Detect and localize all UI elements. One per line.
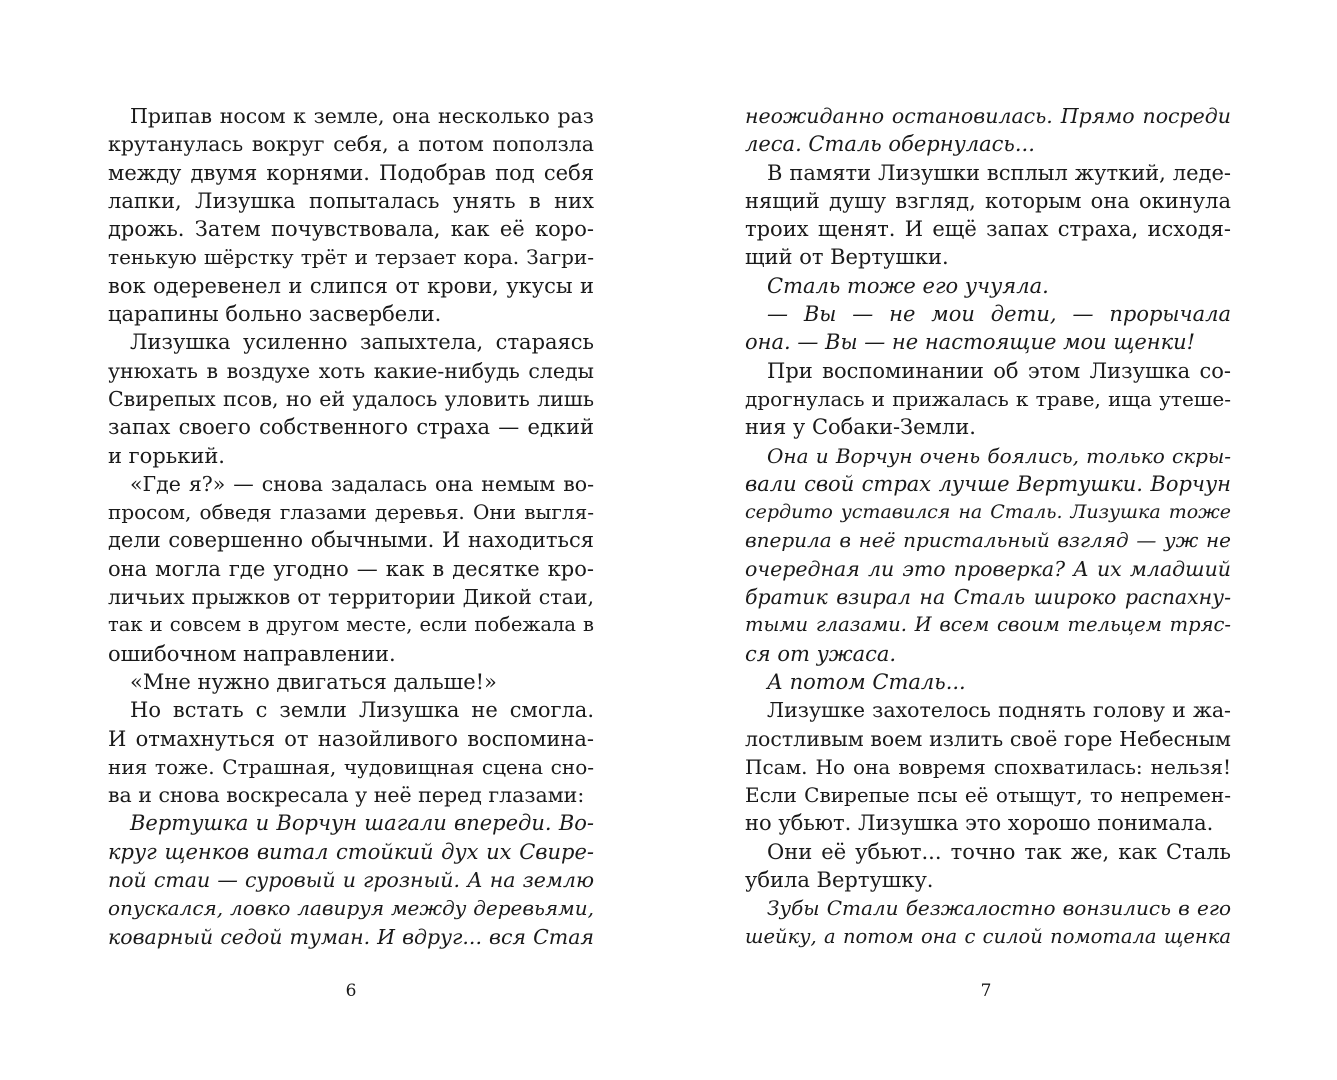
text-line: тыми глазами. И всем своим тельцем тряс- bbox=[745, 613, 1231, 637]
text-line: запах своего собственного страха — едкий bbox=[108, 415, 594, 440]
text-line: сердито уставился на Сталь. Лизушка тоже bbox=[745, 501, 1231, 524]
text-line: личьих прыжков от территории Дикой стаи, bbox=[108, 585, 594, 610]
text-line: она могла где угодно — как в десятке кро- bbox=[108, 556, 594, 581]
text-line: вперила в неё пристальный взгляд — уж не bbox=[745, 528, 1231, 553]
text-line: шейку, а потом она с силой помотала щенка bbox=[745, 924, 1231, 948]
text-line: так и совсем в другом месте, если побежала в bbox=[108, 613, 594, 637]
text-line: Свирепых псов, но ей удалось уловить лишь bbox=[108, 386, 594, 411]
text-line: вали свой страх лучше Вертушки. Ворчун bbox=[745, 471, 1231, 496]
text-line: Лизушка усиленно запыхтела, стараясь bbox=[130, 330, 594, 355]
text-line: и горький. bbox=[108, 443, 225, 468]
text-line: Если Свирепые псы её отыщут, то непремен- bbox=[745, 783, 1231, 808]
text-line: «Где я?» — снова задалась она немым во- bbox=[130, 471, 594, 496]
text-line: Зубы Стали безжалостно вонзились в его bbox=[767, 896, 1231, 921]
text-line: лапки, Лизушка попыталась унять в них bbox=[108, 188, 594, 213]
text-line: между двумя корнями. Подобрав под себя bbox=[108, 160, 594, 185]
text-line: коварный седой туман. И вдруг... вся Стая bbox=[108, 924, 594, 949]
text-line: просом, обведя глазами деревья. Они выгля- bbox=[108, 500, 594, 525]
text-line: опускался, ловко лавируя между деревьями, bbox=[108, 896, 594, 921]
left-page bbox=[108, 102, 594, 951]
right-page bbox=[745, 102, 1231, 951]
text-line: унюхать в воздухе хоть какие-нибудь следы bbox=[108, 358, 594, 383]
text-line: круг щенков витал стойкий дух их Свире- bbox=[108, 839, 594, 864]
text-line: Они её убьют... точно так же, как Сталь bbox=[767, 839, 1231, 864]
text-line: дрожь. Затем почувствовала, как её коро- bbox=[108, 217, 594, 242]
text-line: — Вы — не мои дети, — прорычала bbox=[767, 302, 1231, 327]
text-line: Припав носом к земле, она несколько раз bbox=[130, 104, 594, 128]
text-line: убила Вертушку. bbox=[745, 868, 934, 893]
text-line: ошибочном направлении. bbox=[108, 641, 396, 666]
text-line: А потом Сталь... bbox=[767, 669, 966, 694]
text-line: но убьют. Лизушка это хорошо понимала. bbox=[745, 811, 1214, 836]
text-line: царапины больно засвербели. bbox=[108, 302, 442, 327]
text-line: она. — Вы — не настоящие мои щенки! bbox=[745, 330, 1196, 355]
text-line: троих щенят. И ещё запах страха, исходя- bbox=[745, 217, 1231, 242]
text-line: Она и Ворчун очень боялись, только скры- bbox=[767, 443, 1231, 468]
text-line: щий от Вертушки. bbox=[745, 245, 949, 270]
text-line: В памяти Лизушки всплыл жуткий, леде- bbox=[767, 160, 1231, 185]
text-line: леса. Сталь обернулась... bbox=[745, 132, 1035, 157]
text-line: дели совершенно обычными. И находиться bbox=[108, 528, 594, 553]
text-line: При воспоминании об этом Лизушка со- bbox=[767, 358, 1231, 383]
page-number-left: 6 bbox=[345, 981, 357, 1001]
text-line: нящий душу взгляд, которым она окинула bbox=[745, 188, 1231, 213]
text-line: «Мне нужно двигаться дальше!» bbox=[130, 669, 497, 694]
text-line: ния у Собаки-Земли. bbox=[745, 415, 976, 440]
page-number-right: 7 bbox=[980, 981, 992, 1001]
text-line: очередная ли это проверка? А их младший bbox=[745, 556, 1231, 581]
text-line: ся от ужаса. bbox=[745, 641, 897, 666]
text-line: Псам. Но она вовремя спохватилась: нельзя! bbox=[745, 754, 1231, 779]
text-line: лостливым воем излить своё горе Небесным bbox=[745, 726, 1231, 751]
text-line: тенькую шёрстку трёт и терзает кора. Загри- bbox=[108, 245, 594, 270]
text-line: ва и снова воскресала у неё перед глазами: bbox=[108, 783, 585, 808]
text-line: неожиданно остановилась. Прямо посреди bbox=[745, 104, 1231, 128]
text-line: пой стаи — суровый и грозный. А на землю bbox=[108, 868, 594, 893]
text-line: вок одеревенел и слипся от крови, укусы и bbox=[108, 273, 594, 298]
text-line: ния тоже. Страшная, чудовищная сцена сно- bbox=[108, 754, 594, 779]
text-line: Но встать с земли Лизушка не смогла. bbox=[130, 698, 594, 723]
text-line: крутанулась вокруг себя, а потом поползла bbox=[108, 132, 594, 157]
text-line: Вертушка и Ворчун шагали впереди. Во- bbox=[130, 811, 594, 836]
text-line: братик взирал на Сталь широко распахну- bbox=[745, 585, 1231, 610]
text-line: Лизушке захотелось поднять голову и жа- bbox=[767, 698, 1231, 723]
text-line: Сталь тоже его учуяла. bbox=[767, 273, 1049, 298]
text-line: И отмахнуться от назойливого воспомина- bbox=[108, 726, 594, 751]
text-line: дрогнулась и прижалась к траве, ища утеше- bbox=[745, 386, 1231, 411]
